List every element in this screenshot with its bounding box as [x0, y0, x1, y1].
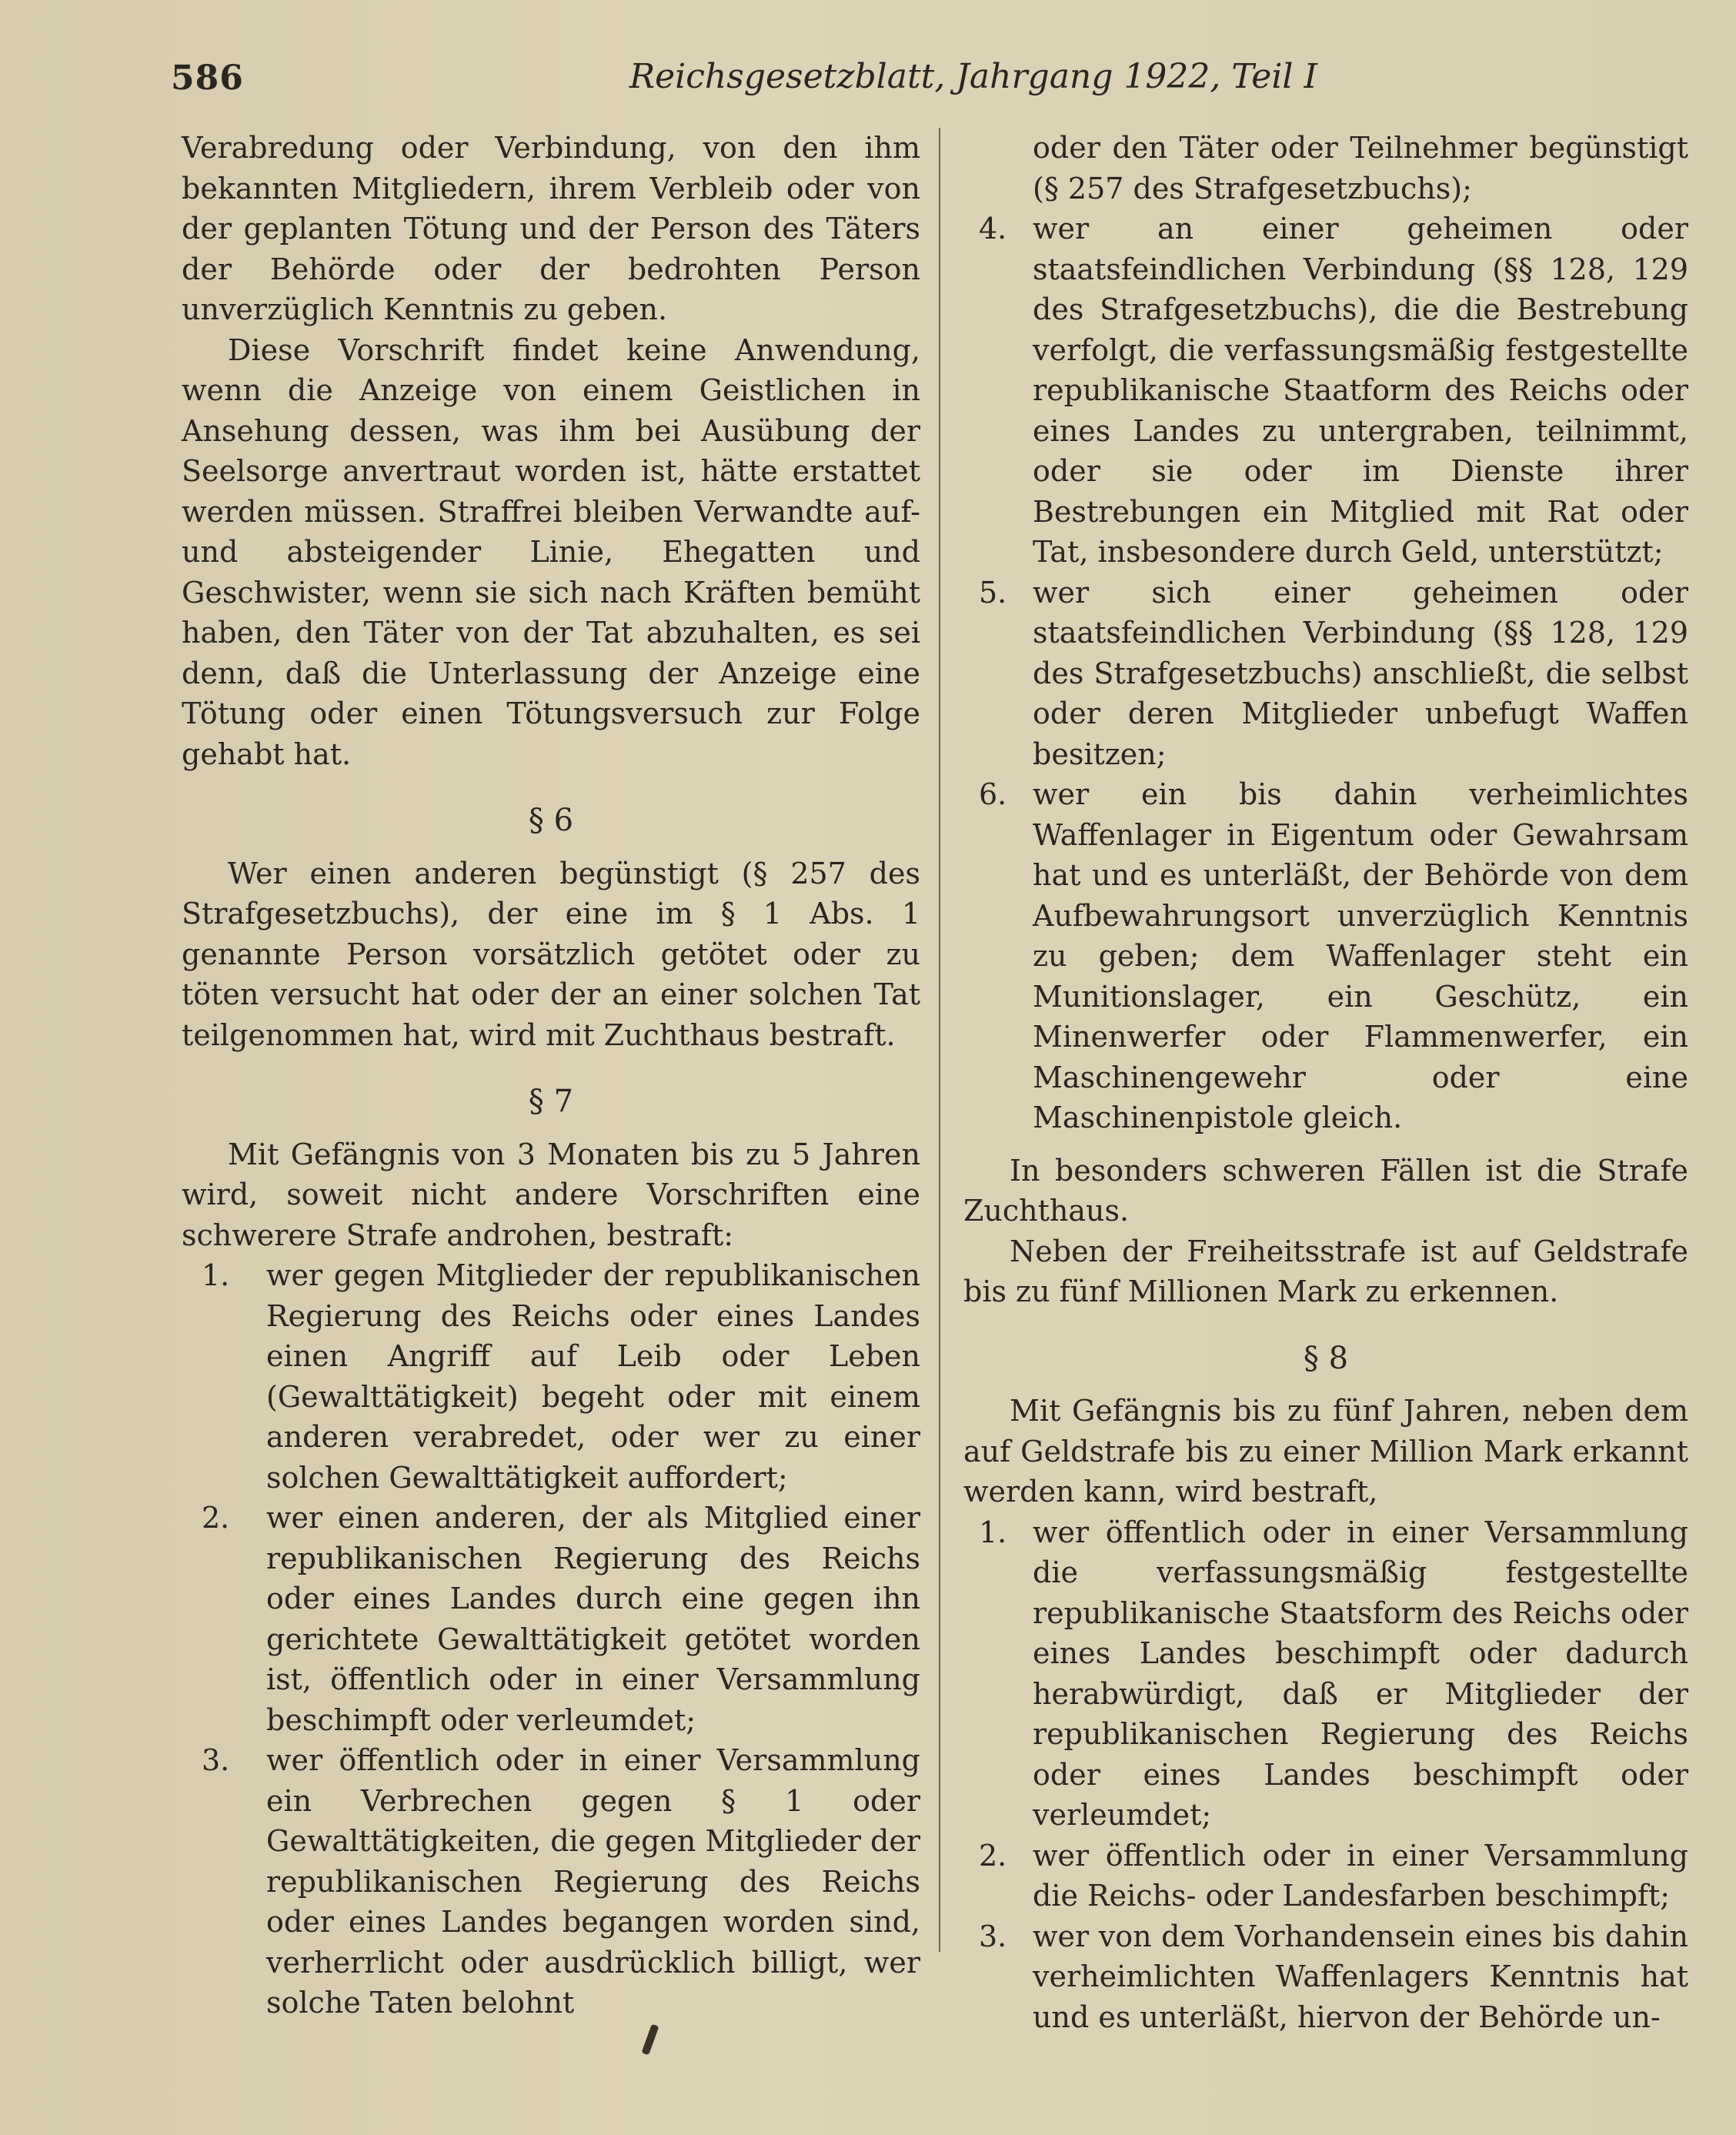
list-item-number: 3.: [979, 1919, 1007, 1953]
list-item: [963, 209, 1688, 573]
list-item-text: wer öffentlich oder in einer Versammlung die verfassungsmäßig festgestellte republikanische Staatsform des Reichs oder eines Landes beschimpft oder dadurch herabwürdigt, daß er Mitglieder der republikanischen Regierung des Reichs oder eines Landes beschimpft oder verleumdet;: [1033, 1515, 1688, 1832]
section-7-intro: Mit Gefängnis von 3 Monaten bis zu 5 Jahren wird, soweit nicht andere Vorschriften eine schwerere Strafe androhen, bestraft:: [182, 1137, 920, 1252]
list-item-number: 5.: [979, 575, 1007, 610]
section-6-text: Wer einen anderen begünstigt (§ 257 des Strafgesetzbuchs), der eine im § 1 Abs. 1 genannte Person vorsätzlich getötet oder zu töten versucht hat oder der an einer solchen Tat teilgenommen hat, wird mit Zuchthaus bestraft.: [182, 856, 920, 1052]
list-item-number: 4.: [979, 212, 1007, 246]
running-head: Reichsgesetzblatt, Jahrgang 1922, Teil I: [629, 57, 1317, 96]
list-item: [182, 1255, 920, 1498]
page-number: 586: [171, 58, 244, 98]
section-8-intro: Mit Gefängnis bis zu fünf Jahren, neben dem auf Geldstrafe bis zu einer Million Mark erkannt werden kann, wird bestraft,: [963, 1394, 1688, 1509]
list-item: [963, 1916, 1688, 2038]
list-item-number: 2.: [202, 1501, 230, 1535]
list-item-number: 1.: [202, 1258, 230, 1292]
list-item: [963, 1836, 1688, 1916]
list-item-text: wer einen anderen, der als Mitglied einer republikanischen Regierung des Reichs oder eines Landes durch eine gegen ihn gerichtete Gewalttätigkeit getötet worden ist, öffentlich oder in einer Versammlung beschimpft oder verleumdet;: [266, 1501, 920, 1737]
ink-mark: [641, 2023, 659, 2055]
list-item-number: 6.: [979, 777, 1007, 811]
list-item-text: wer öffentlich oder in einer Versammlung ein Verbrechen gegen § 1 oder Gewalttätigkeiten, die gegen Mitglieder der republikanischen Regierung des Reichs oder eines Landes begangen worden sind, verherrlicht oder ausdrücklich billigt, wer solche Taten belohnt: [266, 1743, 920, 2020]
list-item-text: wer öffentlich oder in einer Versammlung die Reichs- oder Landesfarben beschimpft;: [1033, 1838, 1688, 1913]
list-item-text: wer von dem Vorhandensein eines bis dahin verheimlichten Waffenlagers Kenntnis hat und es unterläßt, hiervon der Behörde un-: [1033, 1919, 1688, 2034]
left-column: [182, 128, 920, 2023]
column-divider: [939, 128, 940, 1952]
list-item-number: 3.: [202, 1743, 230, 1777]
list-item: [963, 1512, 1688, 1836]
list-item-text: wer ein bis dahin verheimlichtes Waffenlager in Eigentum oder Gewahrsam hat und es unterläßt, der Behörde von dem Aufbewahrungsort unverzüglich Kenntnis zu geben; dem Waffenlager steht ein Munitionslager, ein Geschütz, ein Minenwerfer oder Flammenwerfer, ein Maschinengewehr oder eine Maschinenpistole gleich.: [1033, 777, 1688, 1134]
list-item-number: 2.: [979, 1838, 1007, 1873]
right-column: [963, 128, 1688, 2037]
list-item: [182, 1740, 920, 2023]
section-7-heading: § 7: [528, 1084, 574, 1119]
continuation-paragraph: Verabredung oder Verbindung, von den ihm bekannten Mitgliedern, ihrem Verbleib oder von der geplanten Tötung und der Person des Täters der Behörde oder der bedrohten Person unverzüglich Kenntnis zu geben.: [182, 131, 920, 326]
section-7-fine-paragraph: Neben der Freiheitsstrafe ist auf Geldstrafe bis zu fünf Millionen Mark zu erkennen.: [963, 1234, 1688, 1308]
list-item-text: wer sich einer geheimen oder staatsfeindlichen Verbindung (§§ 128, 129 des Strafgesetzbuchs) anschließt, die selbst oder deren Mitglieder unbefugt Waffen besitzen;: [1033, 575, 1688, 771]
list-item-text: wer an einer geheimen oder staatsfeindlichen Verbindung (§§ 128, 129 des Strafgesetzbuchs), die die Bestrebung verfolgt, die verfassungsmäßig festgestellte republikanische Staatform des Reichs oder eines Landes zu untergraben, teilnimmt, oder sie oder im Dienste ihrer Bestrebungen ein Mitglied mit Rat oder Tat, insbesondere durch Geld, unterstützt;: [1033, 212, 1688, 569]
list-item-text: wer gegen Mitglieder der republikanischen Regierung des Reichs oder eines Landes einen Angriff auf Leib oder Leben (Gewalttätigkeit) begeht oder mit einem anderen verabredet, oder wer zu einer solchen Gewalttätigkeit auffordert;: [266, 1258, 920, 1495]
list-item-text: oder den Täter oder Teilnehmer begünstigt (§ 257 des Strafgesetzbuchs);: [1033, 131, 1688, 205]
list-item-continuation: [963, 128, 1688, 209]
list-item-number: 1.: [979, 1515, 1007, 1549]
list-item: [963, 573, 1688, 775]
list-item: [182, 1498, 920, 1740]
section-7-penalty-paragraph: In besonders schweren Fällen ist die Strafe Zuchthaus.: [963, 1153, 1688, 1228]
section-8-heading: § 8: [1303, 1340, 1349, 1376]
paragraph-exemption: Diese Vorschrift findet keine Anwendung, wenn die Anzeige von einem Geistlichen in Ansehung dessen, was ihm bei Ausübung der Seelsorge anvertraut worden ist, hätte erstattet werden müssen. Straffrei bleiben Verwandte auf- und absteigender Linie, Ehegatten und Geschwister, wenn sie sich nach Kräften bemüht haben, den Täter von der Tat abzuhalten, es sei denn, daß die Unterlassung der Anzeige eine Tötung oder einen Tötungsversuch zur Folge gehabt hat.: [182, 332, 920, 771]
list-item: [963, 774, 1688, 1138]
section-6-heading: § 6: [528, 803, 574, 838]
page-header: [171, 48, 1317, 109]
